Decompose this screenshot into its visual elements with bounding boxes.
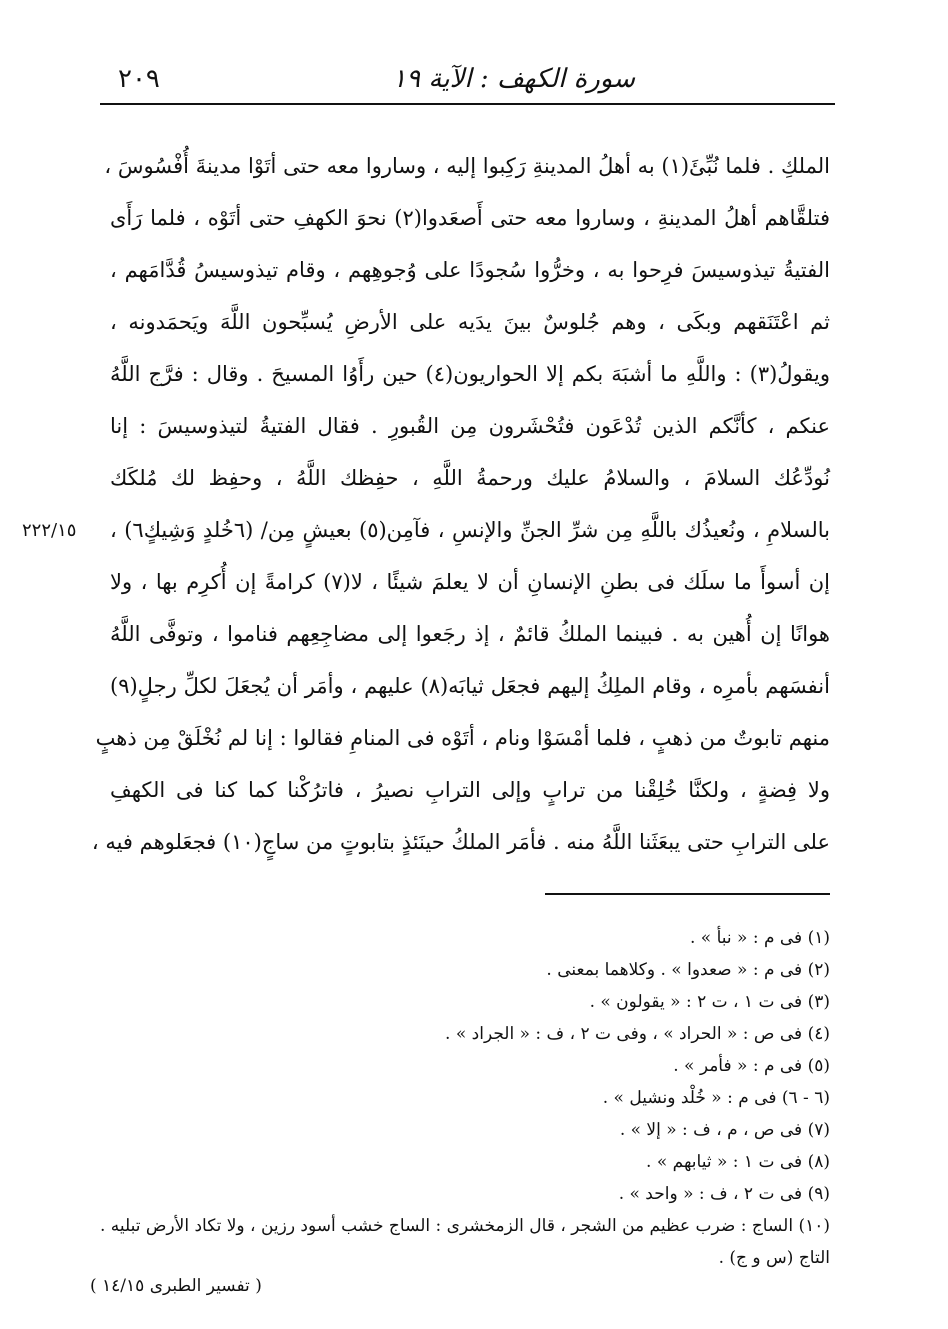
footnote: (١٠) الساج : ضرب عظيم من الشجر ، قال الزمخشرى : الساج خشب أسود رزين ، ولا تكاد الأرض تبليه . — [99, 1216, 830, 1236]
body-line: الملكِ . فلما نُبِّئَ(١) به أهلُ المدينةِ رَكِبوا إليه ، وساروا معه حتى أتَوْا مدينةَ أُفْسُوسَ ، — [104, 154, 830, 178]
body-line: نُودِّعُك السلامَ ، والسلامُ عليك ورحمةُ اللَّهِ ، حفِظك اللَّهُ ، وحفِظ لك مُلكَك — [110, 466, 830, 490]
body-line: منهم تابوتٌ من ذهبٍ ، فلما أمْسَوْا ونام ، أتَوْه فى المنامِ فقالوا : إنا لم نُخْلَقْ مِن ذهبٍ — [95, 726, 830, 750]
footnote: (٩) فى ت ٢ ، ف : « واحد » . — [618, 1184, 830, 1204]
footnote: (٥) فى م : « فأمر » . — [673, 1056, 830, 1076]
margin-reference: ٢٢٢/١٥ — [22, 520, 77, 541]
body-line: ويقولُ(٣) : واللَّهِ ما أشبَهَ بكم إلا الحواريون(٤) حين رأَوُا المسيحَ . وقال : فرَّج اللَّهُ — [110, 362, 831, 386]
footnote: (١) فى م : « نبأ » . — [689, 928, 830, 948]
footnote: (٧) فى ص ، م ، ف : « إلا » . — [619, 1120, 830, 1140]
body-line: فتلقَّاهم أهلُ المدينةِ ، وساروا معه حتى أَصعَدوا(٢) نحوَ الكهفِ حتى أتَوْه ، فلما رَأَى — [110, 206, 830, 230]
body-line: عنكم ، كأنَّكم الذين تُدْعَون فتُحْشَرون مِن القُبورِ . فقال الفتيةُ لتيذوسيسَ : إنا — [110, 414, 830, 438]
body-text — [91, 140, 831, 868]
footnotes — [100, 922, 830, 1274]
footnote-rule — [545, 893, 830, 895]
footnote: (٣) فى ت ١ ، ت ٢ : « يقولون » . — [589, 992, 830, 1012]
footnote: (٨) فى ت ١ : « ثيابهم » . — [646, 1152, 830, 1172]
footnote-continuation: التاج (س و ج) . — [718, 1248, 830, 1268]
body-line: بالسلامِ ، ونُعيذُك باللَّهِ مِن شرِّ الجنِّ والإنسِ ، فآمِن(٥) بعيشٍ مِن/ (٦خُلدٍ وَشِيكٍ٦) ، — [110, 518, 831, 542]
header-rule — [100, 103, 835, 105]
page-number: ٢٠٩ — [118, 64, 160, 94]
running-header — [100, 58, 835, 102]
body-line: أنفسَهم بأمرِه ، وقام الملِكُ إليهم فجعَل ثيابَه(٨) عليهم ، وأمَر أن يُجعَلَ لكلِّ رجلٍ(٩) — [110, 674, 830, 698]
footnote: (٢) فى م : « صعدوا » . وكلاهما بمعنى . — [546, 960, 830, 980]
body-line: إن أسوأَ ما سلَك فى بطنِ الإنسانِ أن لا يعلمَ شيئًا ، لا(٧) كرامةً إن أُكرِم بها ، ولا — [110, 570, 830, 594]
footnote: (٦ - ٦) فى م : « خُلْد ونشيل » . — [602, 1088, 830, 1108]
body-line: على الترابِ حتى يبعَثَنا اللَّهُ منه . فأمَر الملكُ حينَئذٍ بتابوتٍ من ساجٍ(١٠) فجعَلوهم فيه ، — [91, 830, 830, 854]
footer-reference: ( تفسير الطبرى ١٤/١٥ ) — [90, 1276, 262, 1296]
body-line: ولا فِضةٍ ، ولكنَّا خُلِقْنا من ترابٍ وإلى الترابِ نصيرُ ، فاترُكْنا كما كنا فى الكهفِ — [110, 778, 830, 802]
body-line: الفتيةُ تيذوسيسَ فرِحوا به ، وخرُّوا سُجودًا على وُجوهِهم ، وقام تيذوسيسُ قُدَّامَهم ، — [110, 258, 830, 282]
footnote: (٤) فى ص : « الحراد » ، وفى ت ٢ ، ف : « الجراد » . — [445, 1024, 830, 1044]
body-line: ثم اعْتَنَقهم وبكَى ، وهم جُلوسٌ بينَ يدَيه على الأرضِ يُسبِّحون اللَّهَ ويَحمَدونه ، — [110, 310, 830, 334]
body-line: هوانًا إن أُهين به . فبينما الملكُ قائمٌ ، إذ رجَعوا إلى مضاجِعِهم فناموا ، وتوفَّى اللَّهُ — [110, 622, 830, 646]
header-title: سورة الكهف : الآية ١٩ — [392, 64, 635, 94]
